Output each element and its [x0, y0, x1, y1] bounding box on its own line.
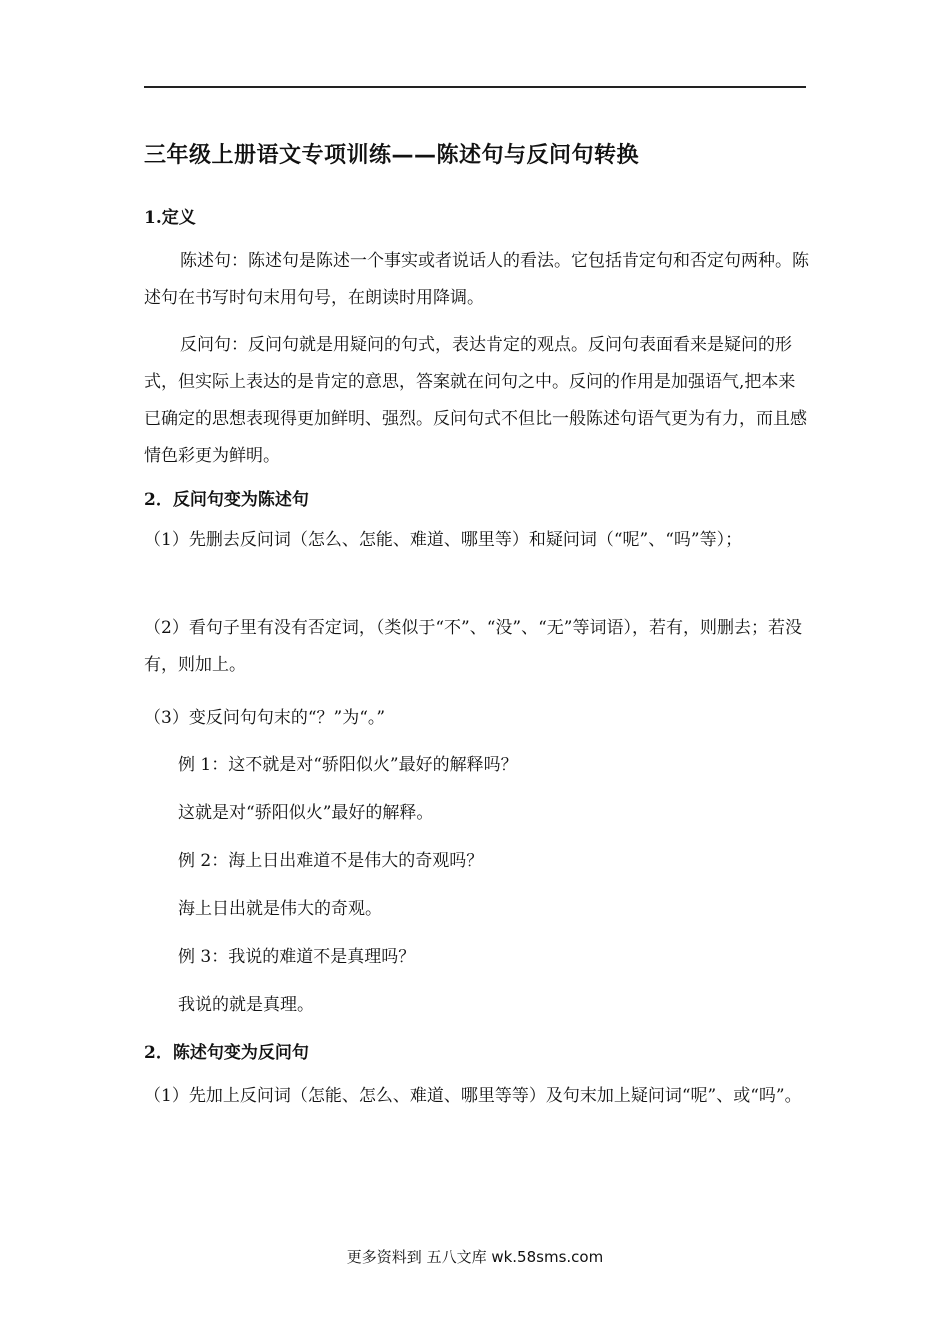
rhetorical-definition: 反问句：反问句就是用疑问的句式，表达肯定的观点。反问句表面看来是疑问的形式，但实际上表达的是肯定的意思，答案就在问句之中。反问的作用是加强语气,把本来已确定的思想表现得更加鲜明、强烈。反问句式不但比一般陈述句语气更为有力，而且感情色彩更为鲜明。 — [144, 335, 807, 466]
footer-source: 更多资料到 五八文库 wk.58sms.com — [346, 1248, 604, 1266]
reverse-rule-step-1: （1）先加上反问词（怎能、怎么、难道、哪里等等）及句末加上疑问词“呢”、或“吗”。 — [144, 1086, 802, 1106]
example-3-question: 例 3：我说的难道不是真理吗？ — [178, 947, 416, 967]
top-rule — [144, 86, 806, 88]
example-1-question: 例 1：这不就是对“骄阳似火”最好的解释吗？ — [178, 755, 518, 775]
rule-step-3: （3）变反问句句末的“？”为“。” — [144, 708, 386, 728]
page-title: 三年级上册语文专项训练——陈述句与反问句转换 — [144, 143, 640, 168]
example-3-answer: 我说的就是真理。 — [178, 995, 314, 1015]
section-heading-rhetorical-to-declarative: 2．反问句变为陈述句 — [144, 490, 309, 510]
example-1-answer: 这就是对“骄阳似火”最好的解释。 — [178, 803, 434, 823]
section-heading-definition: 1.定义 — [144, 208, 196, 228]
rule-step-2: （2）看句子里有没有否定词，（类似于“不”、“没”、“无”等词语），若有，则删去；若没有，则加上。 — [144, 618, 802, 675]
rule-step-1: （1）先删去反问词（怎么、怎能、难道、哪里等）和疑问词（“呢”、“吗”等）； — [144, 530, 743, 550]
example-2-answer: 海上日出就是伟大的奇观。 — [178, 899, 382, 919]
section-heading-declarative-to-rhetorical: 2．陈述句变为反问句 — [144, 1043, 309, 1063]
example-2-question: 例 2：海上日出难道不是伟大的奇观吗？ — [178, 851, 484, 871]
declarative-definition: 陈述句：陈述句是陈述一个事实或者说话人的看法。它包括肯定句和否定句两种。陈述句在书写时句末用句号，在朗读时用降调。 — [144, 251, 809, 308]
